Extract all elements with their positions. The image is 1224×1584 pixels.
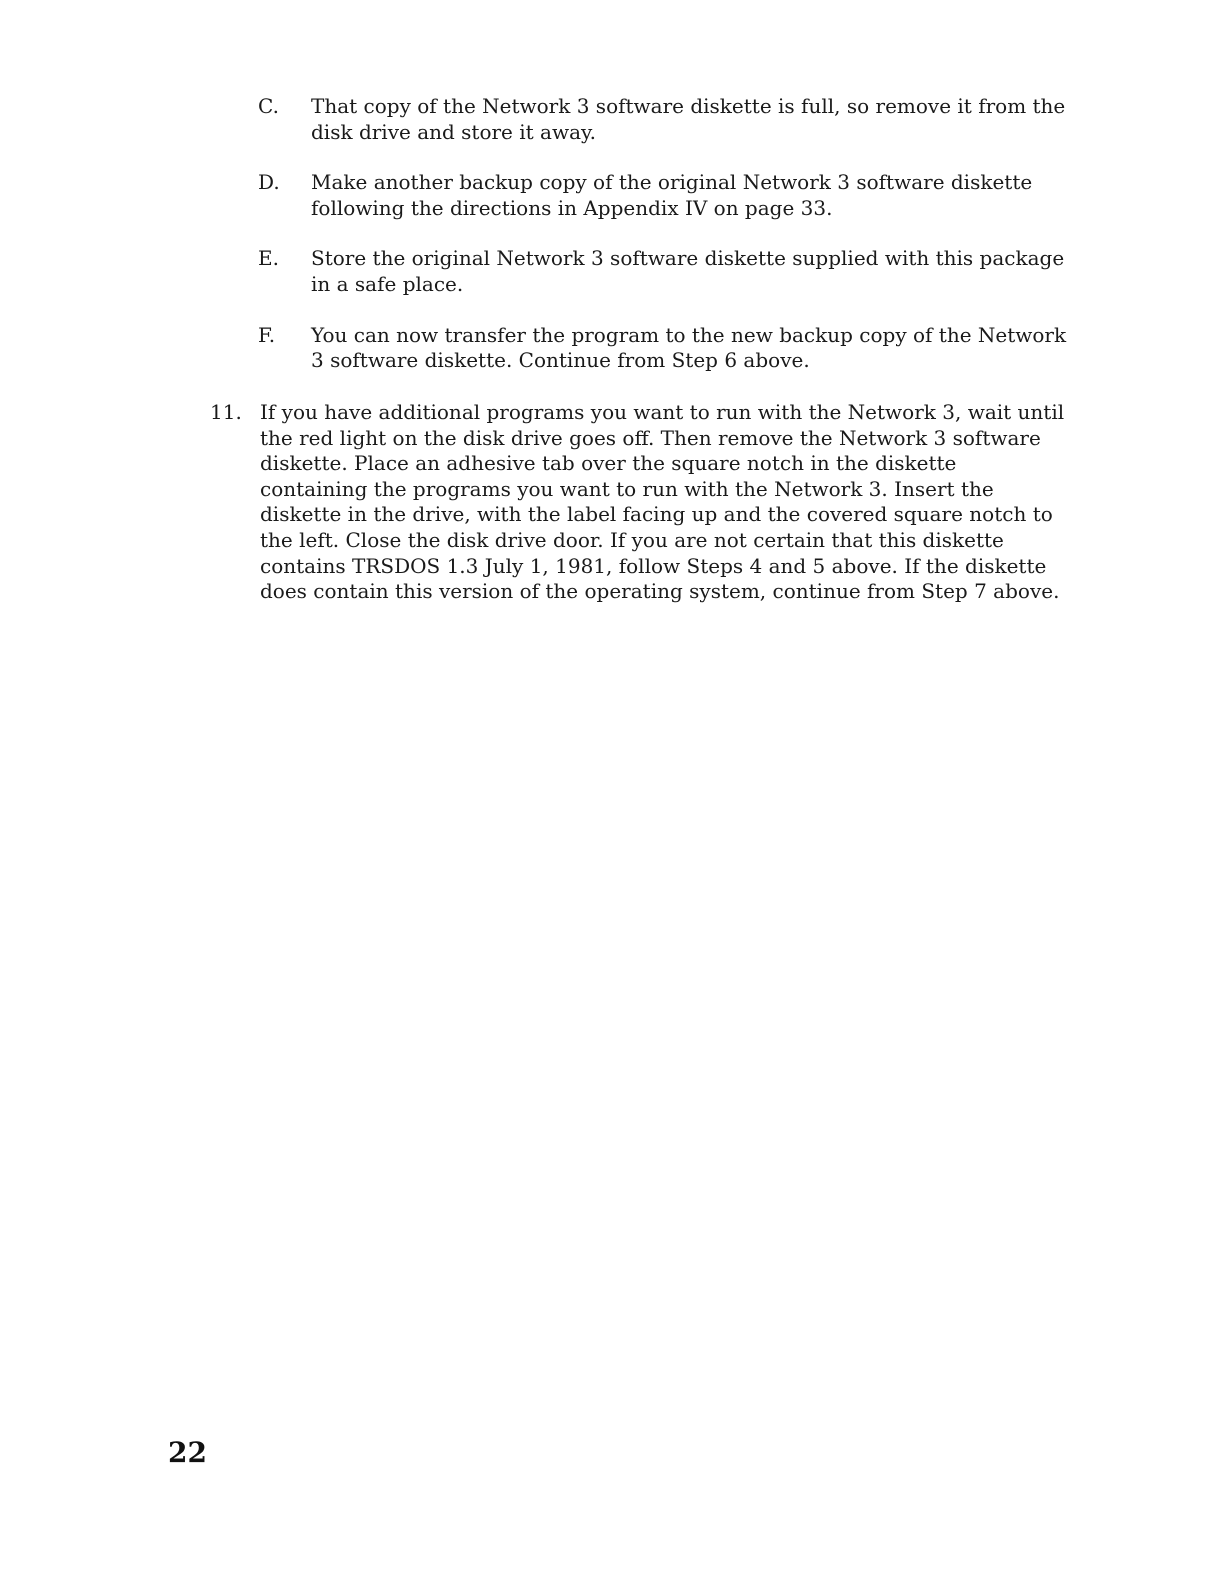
substep-text: Make another backup copy of the original Network 3 software diskette following the directions in Appendix IV on page 33.: [311, 170, 1033, 220]
substep-text: You can now transfer the program to the new backup copy of the Network 3 software diskette. Continue from Step 6 above.: [311, 322, 1067, 373]
step-text: If you have additional programs you want to run with the Network 3, wait until the red light on the disk drive goes off. Then remove the Network 3 software diskette. Place an adhesive tab over the square notch in the diskette containing the programs you want to run with the Network 3. Insert the diskette in the drive, with the label facing up and the covered square notch to the left. Close the disk drive door. If you are not certain that this diskette contains TRSDOS 1.3 July 1, 1981, follow Steps 4 and 5 above. If the diskette does contain this version of the operating system, continue from Step 7 above.: [260, 400, 1065, 604]
step-marker: 11.: [210, 400, 242, 424]
substep-marker: F.: [258, 322, 276, 347]
substep-f: [258, 323, 1078, 374]
substep-c: [258, 94, 1078, 145]
substep-list: [258, 94, 1078, 399]
substep-text: That copy of the Network 3 software diskette is full, so remove it from the disk drive and store it away.: [311, 94, 1066, 144]
substep-d: [258, 170, 1078, 221]
substep-marker: D.: [258, 170, 280, 195]
substep-marker: E.: [258, 246, 279, 271]
substep-text: Store the original Network 3 software diskette supplied with this package in a safe place.: [311, 246, 1065, 296]
step-11: [210, 400, 1070, 605]
substep-marker: C.: [258, 94, 279, 118]
substep-e: [258, 246, 1078, 297]
page-number: 22: [168, 1436, 207, 1469]
